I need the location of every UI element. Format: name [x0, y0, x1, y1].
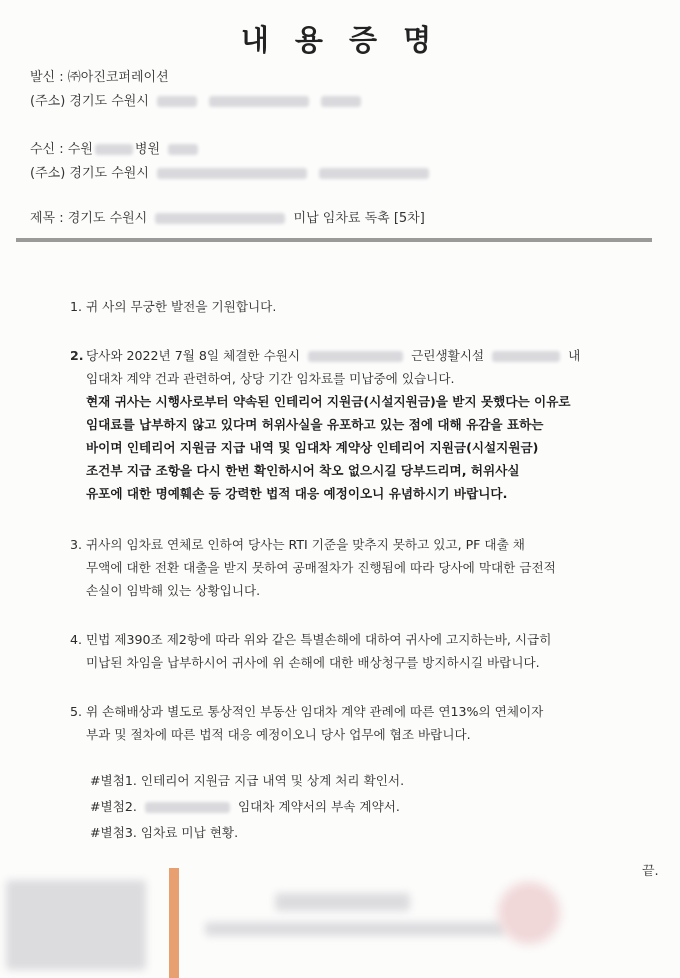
sender-address-line	[30, 90, 365, 109]
attachment-2	[90, 796, 400, 815]
paragraph-2	[70, 344, 660, 505]
paragraph-4	[70, 628, 660, 674]
paragraph-number: 5.	[70, 704, 83, 719]
footer-accent-bar	[169, 868, 179, 978]
paragraph-line-bold: 바이며 인테리어 지원금 지급 내역 및 임대차 계약상 인테리어 지원금(시설지원금)	[86, 440, 539, 455]
recipient-address-line	[30, 162, 433, 181]
redacted-block	[157, 96, 197, 107]
seal-stamp	[498, 882, 560, 944]
paragraph-line: 손실이 임박해 있는 상황입니다.	[86, 583, 261, 598]
redacted-block	[145, 802, 230, 813]
paragraph-line: 임대차 계약 건과 관련하여, 상당 기간 임차료를 미납중에 있습니다.	[86, 371, 455, 386]
text-segment: 당사와 2022년 7월 8일 체결한 수원시	[86, 348, 301, 363]
text-segment: #별첨2.	[90, 799, 137, 814]
paragraph-text: 귀 사의 무궁한 발전을 기원합니다.	[86, 299, 277, 314]
paragraph-line: 무액에 대한 전환 대출을 받지 못하여 공매절차가 진행됨에 따라 당사에 막대한 금전적	[86, 560, 556, 575]
paragraph-number: 4.	[70, 632, 83, 647]
paragraph-number: 2.	[70, 348, 84, 363]
redacted-footer-center	[275, 893, 410, 911]
paragraph-5	[70, 700, 660, 746]
redacted-block	[168, 144, 198, 155]
paragraph-line: 위 손해배상과 별도로 통상적인 부동산 임대차 계약 관례에 따른 연13%의 연체이자	[86, 704, 544, 719]
sender-line	[30, 66, 169, 85]
redacted-footer-center	[205, 922, 505, 936]
paragraph-line	[70, 344, 660, 367]
subject-line	[30, 207, 425, 226]
paragraph-3	[70, 533, 660, 602]
paragraph-line-bold: 조건부 지급 조항을 다시 한번 확인하시어 착오 없으시길 당부드리며, 허위사실	[86, 463, 520, 478]
paragraph-line-bold: 현재 귀사는 시행사로부터 약속된 인테리어 지원금(시설지원금)을 받지 못했다는 이유로	[86, 394, 571, 409]
document-title: 내 용 증 명	[240, 23, 440, 57]
redacted-block	[209, 96, 309, 107]
paragraph-number: 3.	[70, 537, 83, 552]
subject-prefix: 제목 : 경기도 수원시	[30, 211, 148, 226]
subject-suffix: 미납 임차료 독촉 [5차]	[293, 211, 425, 226]
recipient-line	[30, 138, 202, 157]
text-segment: 내	[568, 348, 581, 363]
recipient-label-prefix: 수신 : 수원	[30, 142, 93, 157]
redacted-block	[319, 168, 429, 179]
recipient-label-suffix: 병원	[134, 142, 161, 157]
attachment-3: #별첨3. 임차료 미납 현황.	[90, 825, 239, 840]
redacted-footer-left	[6, 880, 146, 970]
header-divider	[16, 238, 652, 242]
paragraph-line: 귀사의 임차료 연체로 인하여 당사는 RTI 기준을 맞추지 못하고 있고, PF 대출 채	[86, 537, 525, 552]
text-segment: 임대차 계약서의 부속 계약서.	[237, 799, 400, 814]
paragraph-line: 민법 제390조 제2항에 따라 위와 같은 특별손해에 대하여 귀사에 고지하는바, 시급히	[86, 632, 552, 647]
redacted-block	[95, 144, 133, 155]
sender-label: 발신 : ㈜아진코퍼레이션	[30, 70, 169, 85]
closing-mark: 끝.	[642, 864, 659, 879]
redacted-block	[492, 351, 560, 362]
recipient-address: (주소) 경기도 수원시	[30, 166, 149, 181]
redacted-block	[157, 168, 307, 179]
redacted-block	[155, 213, 285, 224]
paragraph-number: 1.	[70, 299, 83, 314]
paragraph-line-bold: 유포에 대한 명예훼손 등 강력한 법적 대응 예정이오니 유념하시기 바랍니다.	[86, 486, 508, 501]
paragraph-line-bold: 임대료를 납부하지 않고 있다며 허위사실을 유포하고 있는 점에 대해 유감을 표하는	[86, 417, 544, 432]
paragraph-1	[70, 295, 660, 318]
paragraph-line: 미납된 차임을 납부하시어 귀사에 위 손해에 대한 배상청구를 방지하시길 바랍니다.	[86, 655, 540, 670]
redacted-block	[321, 96, 361, 107]
attachment-1: #별첨1. 인테리어 지원금 지급 내역 및 상계 처리 확인서.	[90, 773, 405, 788]
text-segment: 근린생활시설	[411, 348, 485, 363]
paragraph-line: 부과 및 절차에 따른 법적 대응 예정이오니 당사 업무에 협조 바랍니다.	[86, 727, 471, 742]
redacted-block	[308, 351, 403, 362]
sender-address: (주소) 경기도 수원시	[30, 94, 149, 109]
